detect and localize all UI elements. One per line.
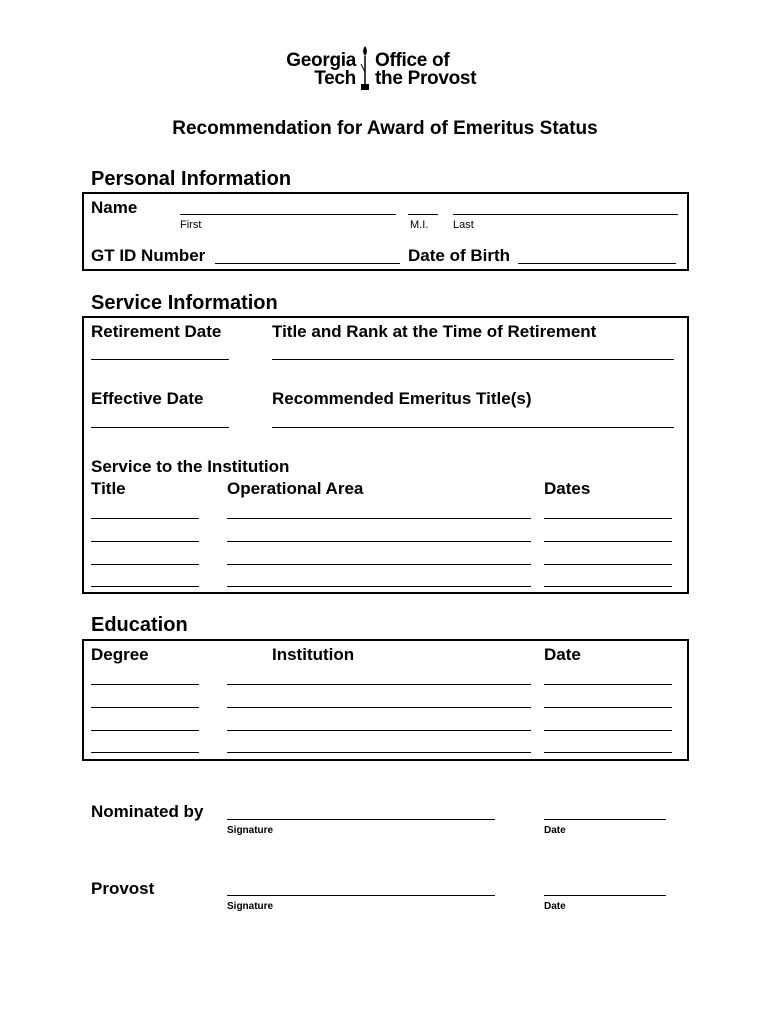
personal-heading: Personal Information	[91, 168, 292, 190]
nominator-date-caption: Date	[544, 825, 566, 836]
service-box	[82, 316, 689, 594]
service-area-field[interactable]	[227, 564, 531, 565]
service-title-field[interactable]	[91, 564, 199, 565]
provost-signature-field[interactable]	[227, 895, 495, 896]
last-name-field[interactable]	[453, 214, 678, 215]
gtid-field[interactable]	[215, 263, 400, 264]
logo-line-office: Office of	[375, 50, 450, 71]
education-heading: Education	[91, 614, 188, 636]
title-rank-field[interactable]	[272, 359, 674, 360]
service-title-field[interactable]	[91, 586, 199, 587]
degree-field[interactable]	[91, 752, 199, 753]
last-caption: Last	[453, 219, 474, 231]
col-institution: Institution	[272, 645, 355, 664]
logo-line-tech: Tech	[314, 68, 356, 89]
education-date-field[interactable]	[544, 730, 672, 731]
nominator-signature-field[interactable]	[227, 819, 495, 820]
service-area-field[interactable]	[227, 518, 531, 519]
dob-field[interactable]	[518, 263, 676, 264]
mi-field[interactable]	[408, 214, 438, 215]
emeritus-title-label: Recommended Emeritus Title(s)	[272, 389, 532, 408]
dob-label: Date of Birth	[408, 246, 510, 265]
service-heading: Service Information	[91, 292, 278, 314]
provost-date-caption: Date	[544, 901, 566, 912]
logo-georgia-tech	[268, 52, 356, 88]
institution-field[interactable]	[227, 752, 531, 753]
education-date-field[interactable]	[544, 684, 672, 685]
first-name-field[interactable]	[180, 214, 396, 215]
institution-field[interactable]	[227, 707, 531, 708]
title-rank-label: Title and Rank at the Time of Retirement	[272, 322, 597, 341]
degree-field[interactable]	[91, 684, 199, 685]
education-date-field[interactable]	[544, 752, 672, 753]
nominator-signature-caption: Signature	[227, 825, 274, 836]
service-area-field[interactable]	[227, 541, 531, 542]
effective-date-label: Effective Date	[91, 389, 204, 408]
mi-caption: M.I.	[410, 219, 429, 231]
degree-field[interactable]	[91, 707, 199, 708]
service-dates-field[interactable]	[544, 586, 672, 587]
education-date-field[interactable]	[544, 707, 672, 708]
retirement-date-field[interactable]	[91, 359, 229, 360]
first-caption: First	[180, 219, 202, 231]
institution-field[interactable]	[227, 730, 531, 731]
service-title-field[interactable]	[91, 541, 199, 542]
col-date: Date	[544, 645, 581, 664]
institution-field[interactable]	[227, 684, 531, 685]
service-area-field[interactable]	[227, 586, 531, 587]
institution-service-heading: Service to the Institution	[91, 457, 290, 476]
col-degree: Degree	[91, 645, 149, 664]
logo-office-provost	[375, 52, 476, 88]
name-label: Name	[91, 198, 138, 217]
logo-line-georgia: Georgia	[286, 50, 356, 71]
service-dates-field[interactable]	[544, 518, 672, 519]
col-area: Operational Area	[227, 479, 364, 498]
service-dates-field[interactable]	[544, 541, 672, 542]
service-dates-field[interactable]	[544, 564, 672, 565]
form-title: Recommendation for Award of Emeritus Status	[172, 118, 598, 139]
col-title: Title	[91, 479, 126, 498]
nominator-date-field[interactable]	[544, 819, 666, 820]
nominated-by-label: Nominated by	[91, 802, 204, 821]
service-title-field[interactable]	[91, 518, 199, 519]
provost-date-field[interactable]	[544, 895, 666, 896]
education-box	[82, 639, 689, 761]
gtid-label: GT ID Number	[91, 246, 206, 265]
provost-label: Provost	[91, 879, 155, 898]
logo-line-provost: the Provost	[375, 68, 477, 89]
degree-field[interactable]	[91, 730, 199, 731]
emeritus-title-field[interactable]	[272, 427, 674, 428]
col-dates: Dates	[544, 479, 591, 498]
effective-date-field[interactable]	[91, 427, 229, 428]
retirement-date-label: Retirement Date	[91, 322, 222, 341]
logo-torch-icon	[358, 44, 372, 92]
provost-signature-caption: Signature	[227, 901, 274, 912]
